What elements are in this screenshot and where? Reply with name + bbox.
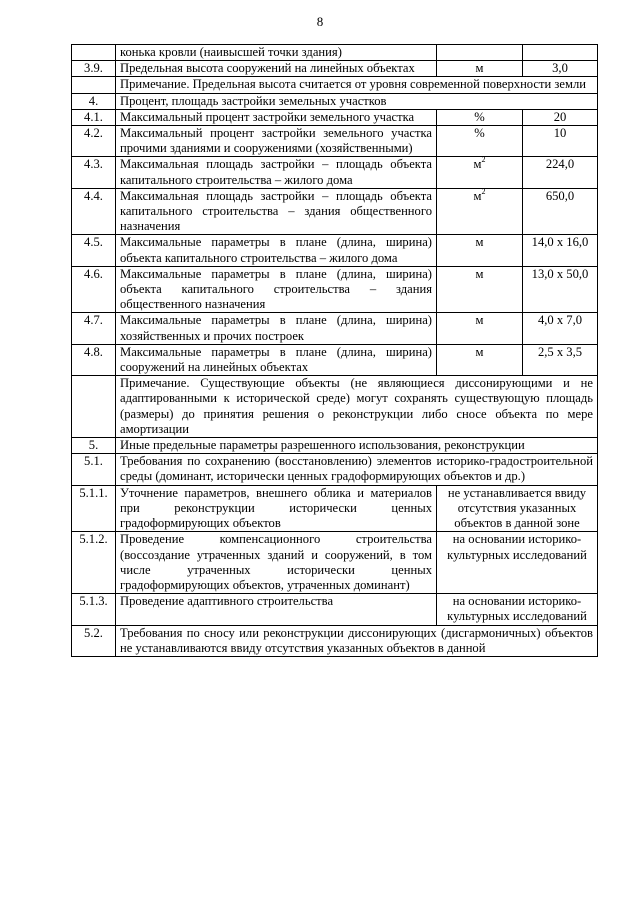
row-unit-text: м (475, 266, 484, 281)
row-value-text: 3,0 (552, 61, 568, 76)
row-number-text: 5. (88, 438, 99, 453)
row-requirement-text: не устанавливается ввиду отсутствия указанных объектов в данной зоне (447, 485, 587, 531)
page-number: 8 (316, 14, 324, 29)
row-note-text: Примечание. Предельная высота считается от уровня современной поверхности земли (120, 77, 586, 92)
table-row (72, 188, 598, 235)
row-description (116, 344, 437, 375)
row-unit-text: м (473, 188, 482, 203)
table-row (72, 344, 598, 375)
row-requirement (437, 532, 598, 594)
row-description-text: Максимальные параметры в плане (длина, ширина) хозяйственных и прочих построек (120, 313, 432, 343)
row-number-text: 4.6. (84, 266, 103, 281)
row-unit (437, 157, 523, 188)
row-unit-text: м (475, 235, 484, 250)
row-description-text: Уточнение параметров, внешнего облика и материалов при реконструкции исторически ценных градоформирующих объектов (120, 485, 432, 531)
row-note-text: Требования по сохранению (восстановлению) элементов историко-градостроительной среды (доминант, исторически ценных градоформирующих объектов и др.) (120, 454, 593, 484)
row-value (523, 61, 598, 77)
table-row (72, 376, 598, 438)
row-value (523, 109, 598, 125)
row-number-text: 4.2. (84, 126, 103, 141)
row-description-text: Максимальная площадь застройки – площадь объекта капитального строительства – жилого дома (120, 157, 432, 187)
row-value (523, 157, 598, 188)
row-description-text: Максимальные параметры в плане (длина, ширина) объекта капитального строительства – здания общественного назначения (120, 266, 432, 312)
row-description (116, 485, 437, 532)
row-number-text: 4.7. (84, 313, 103, 328)
row-description (116, 109, 437, 125)
table-row (72, 126, 598, 157)
table-row (72, 454, 598, 485)
row-unit-text: м (473, 157, 482, 172)
table-row (72, 61, 598, 77)
unit-superscript: 2 (481, 155, 486, 165)
row-requirement (437, 485, 598, 532)
row-note-text: Примечание. Существующие объекты (не являющиеся диссонирующими и не адаптированными к исторической среде) могут сохранять существующую площадь (размеры) до принятия решения о реконструкции либо сносе объекта по мере амортизации (120, 376, 593, 436)
row-number (72, 625, 116, 656)
row-value-text: 13,0 х 50,0 (531, 266, 589, 281)
row-unit (437, 313, 523, 344)
row-description-text: Максимальный процент застройки земельного участка прочими зданиями и сооружениями (хозяйственными) (120, 126, 432, 156)
row-value-text: 14,0 х 16,0 (531, 235, 589, 250)
table-row (72, 45, 598, 61)
row-description (116, 594, 437, 625)
row-description (116, 157, 437, 188)
parameters-table-body (72, 45, 598, 657)
row-number (72, 109, 116, 125)
row-number (72, 188, 116, 235)
row-value (523, 344, 598, 375)
row-note-text: Иные предельные параметры разрешенного использования, реконструкции (120, 438, 525, 453)
row-number (72, 376, 116, 438)
row-note (116, 77, 598, 93)
row-number (72, 235, 116, 266)
unit-superscript: 2 (481, 186, 486, 196)
row-number (72, 77, 116, 93)
parameters-table (71, 44, 598, 657)
row-number (72, 157, 116, 188)
table-row (72, 93, 598, 109)
table-row (72, 266, 598, 313)
row-note-text: Требования по сносу или реконструкции диссонирующих (дисгармоничных) объектов не устанавливаются ввиду отсутствия указанных объектов в данной (120, 625, 593, 655)
row-value-text: 4,0 х 7,0 (537, 313, 583, 328)
table-row (72, 157, 598, 188)
row-number (72, 454, 116, 485)
row-unit (437, 235, 523, 266)
table-row (72, 532, 598, 594)
row-number (72, 532, 116, 594)
row-number-text: 4. (88, 93, 99, 108)
row-value (523, 313, 598, 344)
row-description (116, 532, 437, 594)
row-number-text: 5.1.1. (79, 485, 108, 500)
table-row (72, 594, 598, 625)
row-number-text: 5.2. (84, 625, 103, 640)
row-unit (437, 344, 523, 375)
row-value (523, 45, 598, 61)
table-row (72, 109, 598, 125)
row-number-text: 5.1.2. (79, 532, 108, 547)
row-unit-text: % (474, 109, 485, 124)
row-unit (437, 109, 523, 125)
row-number-text: 5.1.3. (79, 594, 108, 609)
row-unit-text: % (474, 126, 485, 141)
row-number (72, 594, 116, 625)
row-number (72, 313, 116, 344)
row-number (72, 126, 116, 157)
row-description (116, 61, 437, 77)
row-number (72, 93, 116, 109)
row-description-text: Максимальные параметры в плане (длина, ширина) сооружений на линейных объектах (120, 344, 432, 375)
row-note (116, 438, 598, 454)
table-row (72, 235, 598, 266)
row-value (523, 235, 598, 266)
row-unit (437, 188, 523, 235)
row-note (116, 625, 598, 656)
row-value-text: 20 (553, 109, 567, 124)
row-number-text: 5.1. (84, 454, 103, 469)
row-number (72, 61, 116, 77)
row-note (116, 454, 598, 485)
row-requirement (437, 594, 598, 625)
row-description-text: Максимальные параметры в плане (длина, ширина) объекта капитального строительства – жилого дома (120, 235, 432, 265)
row-number-text: 3.9. (84, 61, 103, 76)
row-number-text: 4.3. (84, 157, 103, 172)
row-description-text: Проведение адаптивного строительства (120, 594, 334, 609)
row-unit (437, 266, 523, 313)
table-row (72, 625, 598, 656)
row-description-text: Предельная высота сооружений на линейных объектах (120, 61, 415, 76)
row-number (72, 266, 116, 313)
row-unit-text: м (475, 344, 484, 359)
row-description-text: Максимальный процент застройки земельного участка (120, 109, 415, 124)
row-description-text: конька кровли (наивысшей точки здания) (120, 45, 342, 59)
row-value (523, 188, 598, 235)
row-value-text: 224,0 (545, 157, 575, 172)
row-note-text: Процент, площадь застройки земельных участков (120, 93, 387, 108)
table-row (72, 485, 598, 532)
row-unit-text: м (475, 61, 484, 76)
row-requirement-text: на основании историко-культурных исследований (447, 594, 587, 624)
row-number-text: 4.1. (84, 109, 103, 124)
row-number-text: 4.5. (84, 235, 103, 250)
row-value-text: 650,0 (545, 188, 575, 203)
row-description (116, 266, 437, 313)
row-number-text: 4.8. (84, 344, 103, 359)
row-value (523, 266, 598, 313)
row-description-text: Максимальная площадь застройки – площадь объекта капитального строительства – здания общественного назначения (120, 188, 432, 234)
row-unit (437, 61, 523, 77)
table-row (72, 438, 598, 454)
row-number (72, 485, 116, 532)
row-value (523, 126, 598, 157)
table-row (72, 313, 598, 344)
row-number (72, 45, 116, 61)
row-value-text: 10 (553, 126, 567, 141)
row-requirement-text: на основании историко-культурных исследований (447, 532, 587, 562)
row-description (116, 235, 437, 266)
row-number (72, 438, 116, 454)
table-row (72, 77, 598, 93)
row-value-text: 2,5 х 3,5 (537, 344, 583, 359)
row-description (116, 45, 437, 61)
row-description (116, 126, 437, 157)
row-unit-text: м (475, 313, 484, 328)
row-description (116, 188, 437, 235)
row-number (72, 344, 116, 375)
row-number-text: 4.4. (84, 188, 103, 203)
row-description (116, 313, 437, 344)
row-unit (437, 126, 523, 157)
row-description-text: Проведение компенсационного строительства (воссоздание утраченных зданий и сооружений, в том числе утраченных исторически ценных градоформирующих объектов, утраченных доминант) (120, 532, 432, 592)
row-unit (437, 45, 523, 61)
row-note (116, 376, 598, 438)
row-note (116, 93, 598, 109)
